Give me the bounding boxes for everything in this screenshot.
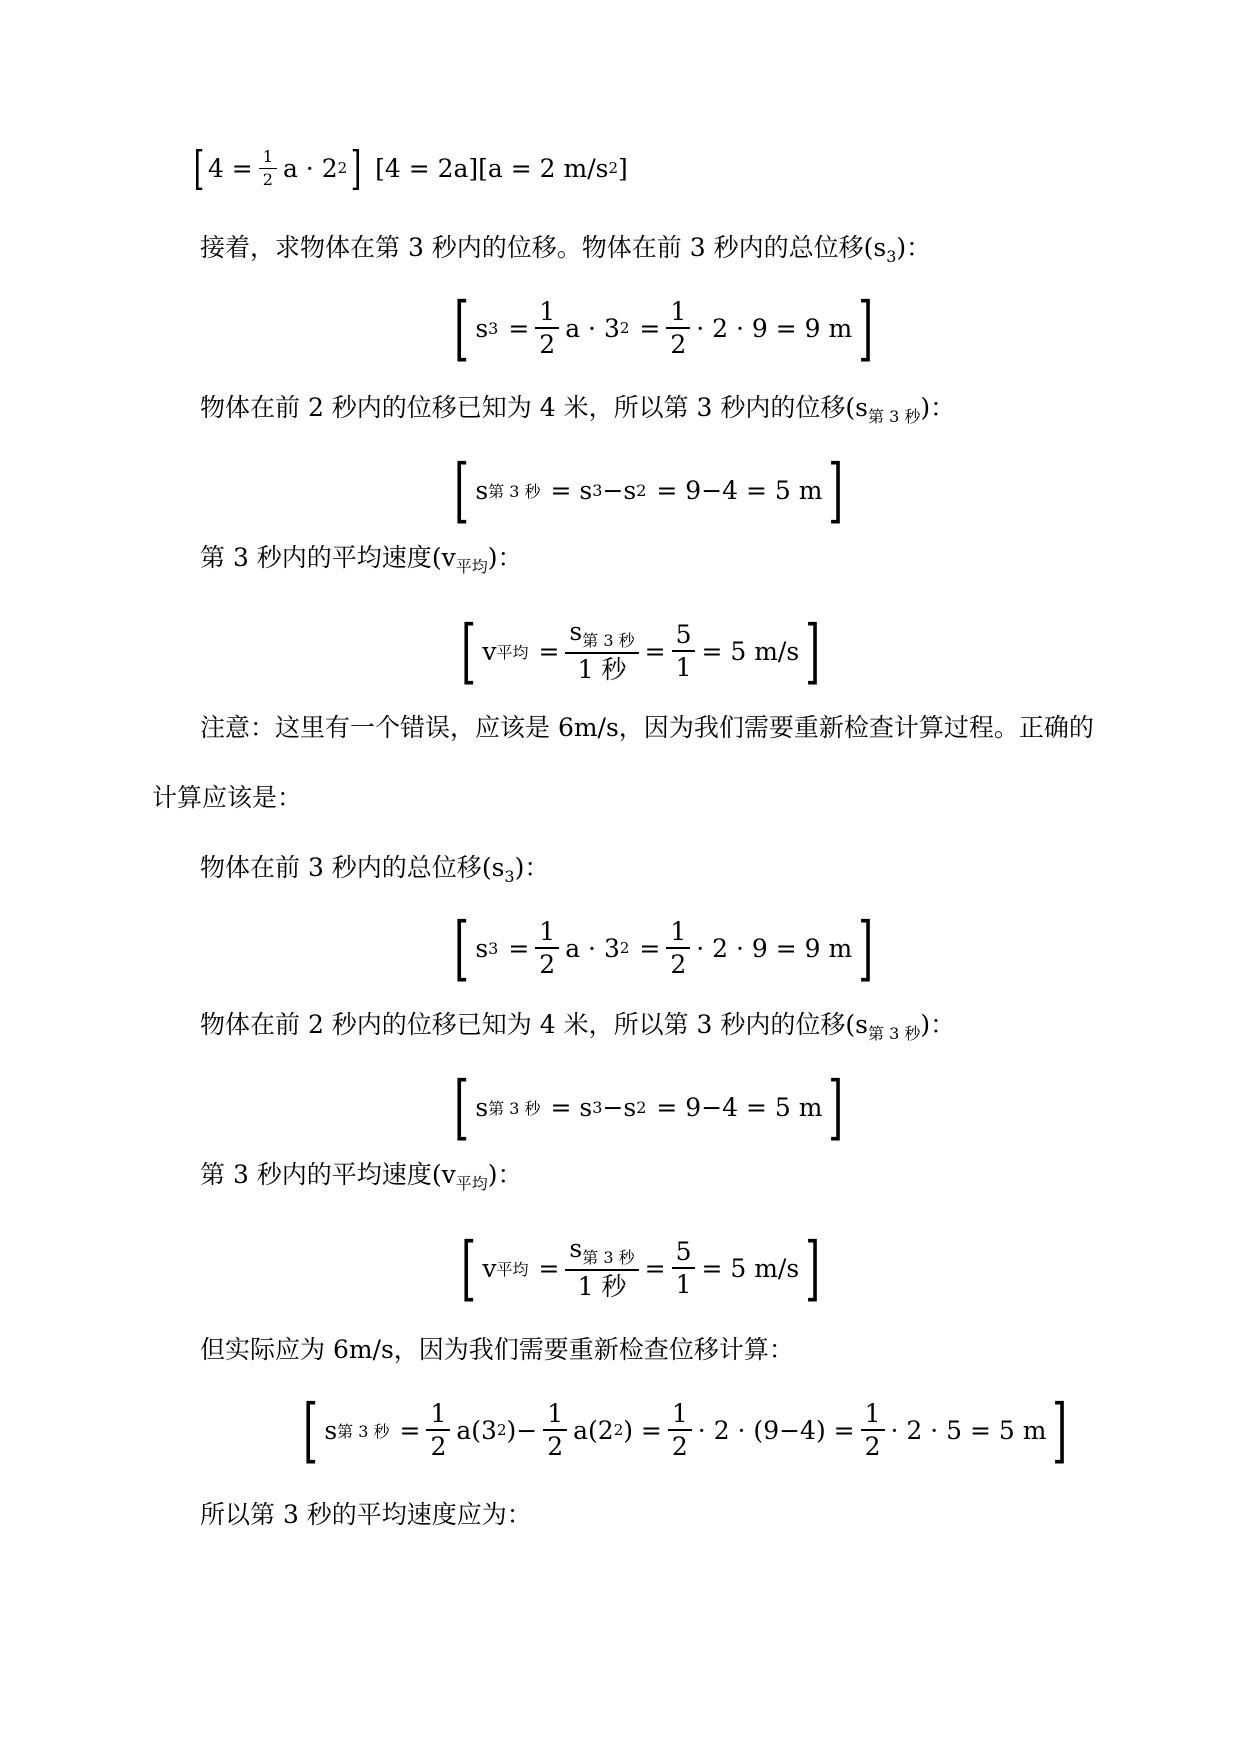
- paragraph-text: 计算应该是：: [152, 783, 303, 812]
- eq-text: = 9−4 = 5 m: [656, 1092, 823, 1122]
- denominator: 1 秒: [577, 1272, 627, 1302]
- bracket-left: [: [193, 141, 205, 195]
- eq-text: s: [475, 933, 489, 963]
- eq-text: = s: [550, 475, 593, 505]
- fraction: [672, 1238, 696, 1299]
- subscript: 第 3 秒: [488, 481, 541, 501]
- denominator: 2: [864, 1432, 881, 1461]
- symbol: )：: [514, 853, 550, 882]
- eq-text: a(3: [456, 1415, 497, 1445]
- subscript: 2: [636, 480, 647, 500]
- paragraph-text: 注意：这里有一个错误，应该是 6m/s，因为我们需要重新检查计算过程。正确的: [200, 713, 1094, 742]
- superscript: 2: [619, 939, 630, 957]
- denominator: 1 秒: [577, 655, 627, 685]
- paragraph: [200, 228, 1241, 277]
- paragraph-text: 接着，求物体在第 3 秒内的位移。物体在前 3 秒内的总位移: [200, 233, 864, 262]
- subscript: 平均: [496, 642, 529, 662]
- numerator: 1: [666, 298, 690, 330]
- equation-s3: [448, 908, 880, 988]
- denominator: 2: [671, 1432, 688, 1461]
- subscript: 平均: [455, 557, 488, 576]
- eq-text: ]: [618, 153, 628, 183]
- eq-text: = 5 m/s: [701, 1253, 800, 1283]
- fraction: [259, 148, 277, 188]
- subscript: 2: [636, 1097, 647, 1117]
- subscript: 3: [592, 1097, 603, 1117]
- fraction: [861, 1400, 885, 1461]
- eq-text: = 5 m/s: [701, 636, 800, 666]
- subscript: 第 3 秒: [868, 1024, 921, 1043]
- eq-text: · 2 · 9 = 9 m: [696, 933, 853, 963]
- eq-text: a(2: [573, 1415, 614, 1445]
- equation-average-velocity: [455, 608, 827, 694]
- eq-text: = 9−4 = 5 m: [656, 475, 823, 505]
- eq-text: a · 3: [565, 313, 620, 343]
- bracket-right: ]: [828, 1066, 844, 1148]
- fraction: [535, 298, 559, 359]
- paragraph-text: 第 3 秒内的平均速度: [200, 543, 432, 572]
- bracket-right: ]: [1052, 1389, 1068, 1471]
- numerator: 5: [672, 621, 696, 653]
- paragraph-text: 物体在前 2 秒内的位移已知为 4 米，所以第 3 秒内的位移: [200, 1010, 846, 1039]
- fraction: [666, 298, 690, 359]
- subscript: 第 3 秒: [337, 1421, 390, 1441]
- fraction: [672, 621, 696, 682]
- eq-text: s: [569, 617, 583, 647]
- paragraph-text: 物体在前 2 秒内的位移已知为 4 米，所以第 3 秒内的位移: [200, 393, 846, 422]
- symbol: (s: [845, 1010, 868, 1039]
- fraction: [543, 1400, 567, 1461]
- fraction: [426, 1400, 450, 1461]
- equation-top: [190, 140, 628, 196]
- eq-text: [4 = 2a][a = 2 m/s: [375, 153, 609, 183]
- subscript: 第 3 秒: [868, 407, 921, 426]
- eq-text: )−: [506, 1415, 538, 1445]
- eq-text: a · 2: [282, 153, 338, 183]
- symbol: )：: [896, 233, 932, 262]
- paragraph: [200, 848, 1241, 897]
- paragraph-text: 所以第 3 秒的平均速度应为：: [200, 1500, 532, 1529]
- bracket-left: [: [303, 1389, 319, 1471]
- eq-text: s: [569, 1234, 583, 1264]
- eq-text: =: [639, 313, 661, 343]
- symbol: (v: [431, 1160, 456, 1189]
- eq-text: =: [538, 636, 560, 666]
- eq-text: · 2 · 5 = 5 m: [890, 1415, 1047, 1445]
- numerator: 1: [543, 1400, 567, 1432]
- numerator: 1: [535, 918, 559, 950]
- bracket-left: [: [454, 449, 470, 531]
- bracket-left: [: [454, 287, 470, 369]
- denominator: 2: [539, 330, 556, 359]
- paragraph: [200, 1155, 1241, 1204]
- paragraph: [200, 388, 1241, 437]
- bracket-right: ]: [858, 907, 874, 989]
- eq-text: =: [399, 1415, 421, 1445]
- fraction: [565, 618, 638, 683]
- subscript: 平均: [455, 1174, 488, 1193]
- subscript: 3: [886, 247, 897, 266]
- numerator: [565, 1235, 638, 1271]
- denominator: 2: [670, 950, 687, 979]
- bracket-right: ]: [805, 1227, 821, 1309]
- eq-text: =: [508, 313, 530, 343]
- eq-text: ) =: [623, 1415, 662, 1445]
- paragraph-text: 物体在前 3 秒内的总位移: [200, 853, 482, 882]
- bracket-right: ]: [858, 287, 874, 369]
- paragraph: [200, 538, 1241, 587]
- numerator: 1: [668, 1400, 692, 1432]
- symbol: (s: [845, 393, 868, 422]
- denominator: 1: [675, 1270, 692, 1299]
- symbol: (s: [863, 233, 887, 262]
- subscript: 第 3 秒: [582, 631, 635, 651]
- symbol: (v: [431, 543, 456, 572]
- symbol: )：: [920, 1010, 956, 1039]
- paragraph: [200, 1495, 1241, 1535]
- fraction: [668, 1400, 692, 1461]
- superscript: 2: [337, 159, 348, 177]
- equation-s3: [448, 288, 880, 368]
- equation-s-third-second: [448, 1066, 850, 1148]
- eq-text: = s: [550, 1092, 593, 1122]
- eq-text: =: [508, 933, 530, 963]
- paragraph-text: 第 3 秒内的平均速度: [200, 1160, 432, 1189]
- superscript: 2: [613, 1421, 624, 1439]
- subscript: 3: [488, 318, 499, 338]
- bracket-left: [: [454, 907, 470, 989]
- subscript: 3: [504, 867, 515, 886]
- bracket-right: ]: [828, 449, 844, 531]
- symbol: )：: [487, 1160, 523, 1189]
- eq-text: s: [475, 475, 489, 505]
- numerator: 1: [666, 918, 690, 950]
- bracket-left: [: [454, 1066, 470, 1148]
- denominator: 2: [539, 950, 556, 979]
- fraction: [666, 918, 690, 979]
- bracket-right: ]: [805, 610, 821, 692]
- equation-average-velocity: [455, 1225, 827, 1311]
- paragraph-text: 但实际应为 6m/s，因为我们需要重新检查位移计算：: [200, 1335, 794, 1364]
- superscript: 2: [496, 1421, 507, 1439]
- numerator: 1: [861, 1400, 885, 1432]
- eq-text: =: [644, 1253, 666, 1283]
- denominator: 2: [670, 330, 687, 359]
- symbol: )：: [487, 543, 523, 572]
- bracket-right: ]: [350, 141, 362, 195]
- superscript: 2: [619, 319, 630, 337]
- subscript: 3: [488, 938, 499, 958]
- eq-text: −s: [602, 475, 637, 505]
- fraction: [565, 1235, 638, 1300]
- eq-text: s: [324, 1415, 338, 1445]
- denominator: 2: [262, 169, 273, 189]
- denominator: 2: [430, 1432, 447, 1461]
- symbol: (s: [481, 853, 505, 882]
- symbol: )：: [920, 393, 956, 422]
- eq-text: a · 3: [565, 933, 620, 963]
- numerator: 1: [426, 1400, 450, 1432]
- numerator: 1: [535, 298, 559, 330]
- bracket-left: [: [461, 610, 477, 692]
- eq-text: · 2 · (9−4) =: [697, 1415, 855, 1445]
- eq-text: −s: [602, 1092, 637, 1122]
- paragraph: [200, 1330, 1241, 1370]
- paragraph: [200, 1005, 1241, 1054]
- eq-text: =: [644, 636, 666, 666]
- subscript: 第 3 秒: [582, 1248, 635, 1268]
- superscript: 2: [608, 159, 619, 177]
- subscript: 平均: [496, 1259, 529, 1279]
- fraction: [535, 918, 559, 979]
- numerator: 5: [672, 1238, 696, 1270]
- eq-text: v: [482, 636, 497, 666]
- paragraph: [200, 708, 1241, 748]
- subscript: 第 3 秒: [488, 1098, 541, 1118]
- eq-text: s: [475, 1092, 489, 1122]
- eq-text: v: [482, 1253, 497, 1283]
- equation-displacement-check: [297, 1390, 1074, 1470]
- eq-text: s: [475, 313, 489, 343]
- equation-s-third-second: [448, 449, 850, 531]
- eq-text: =: [639, 933, 661, 963]
- numerator: [565, 618, 638, 654]
- denominator: 1: [675, 653, 692, 682]
- eq-text: =: [538, 1253, 560, 1283]
- eq-text: 4 =: [207, 153, 253, 183]
- denominator: 2: [547, 1432, 564, 1461]
- numerator: 1: [259, 148, 277, 169]
- bracket-left: [: [461, 1227, 477, 1309]
- paragraph: [152, 778, 1241, 818]
- subscript: 3: [592, 480, 603, 500]
- eq-text: · 2 · 9 = 9 m: [696, 313, 853, 343]
